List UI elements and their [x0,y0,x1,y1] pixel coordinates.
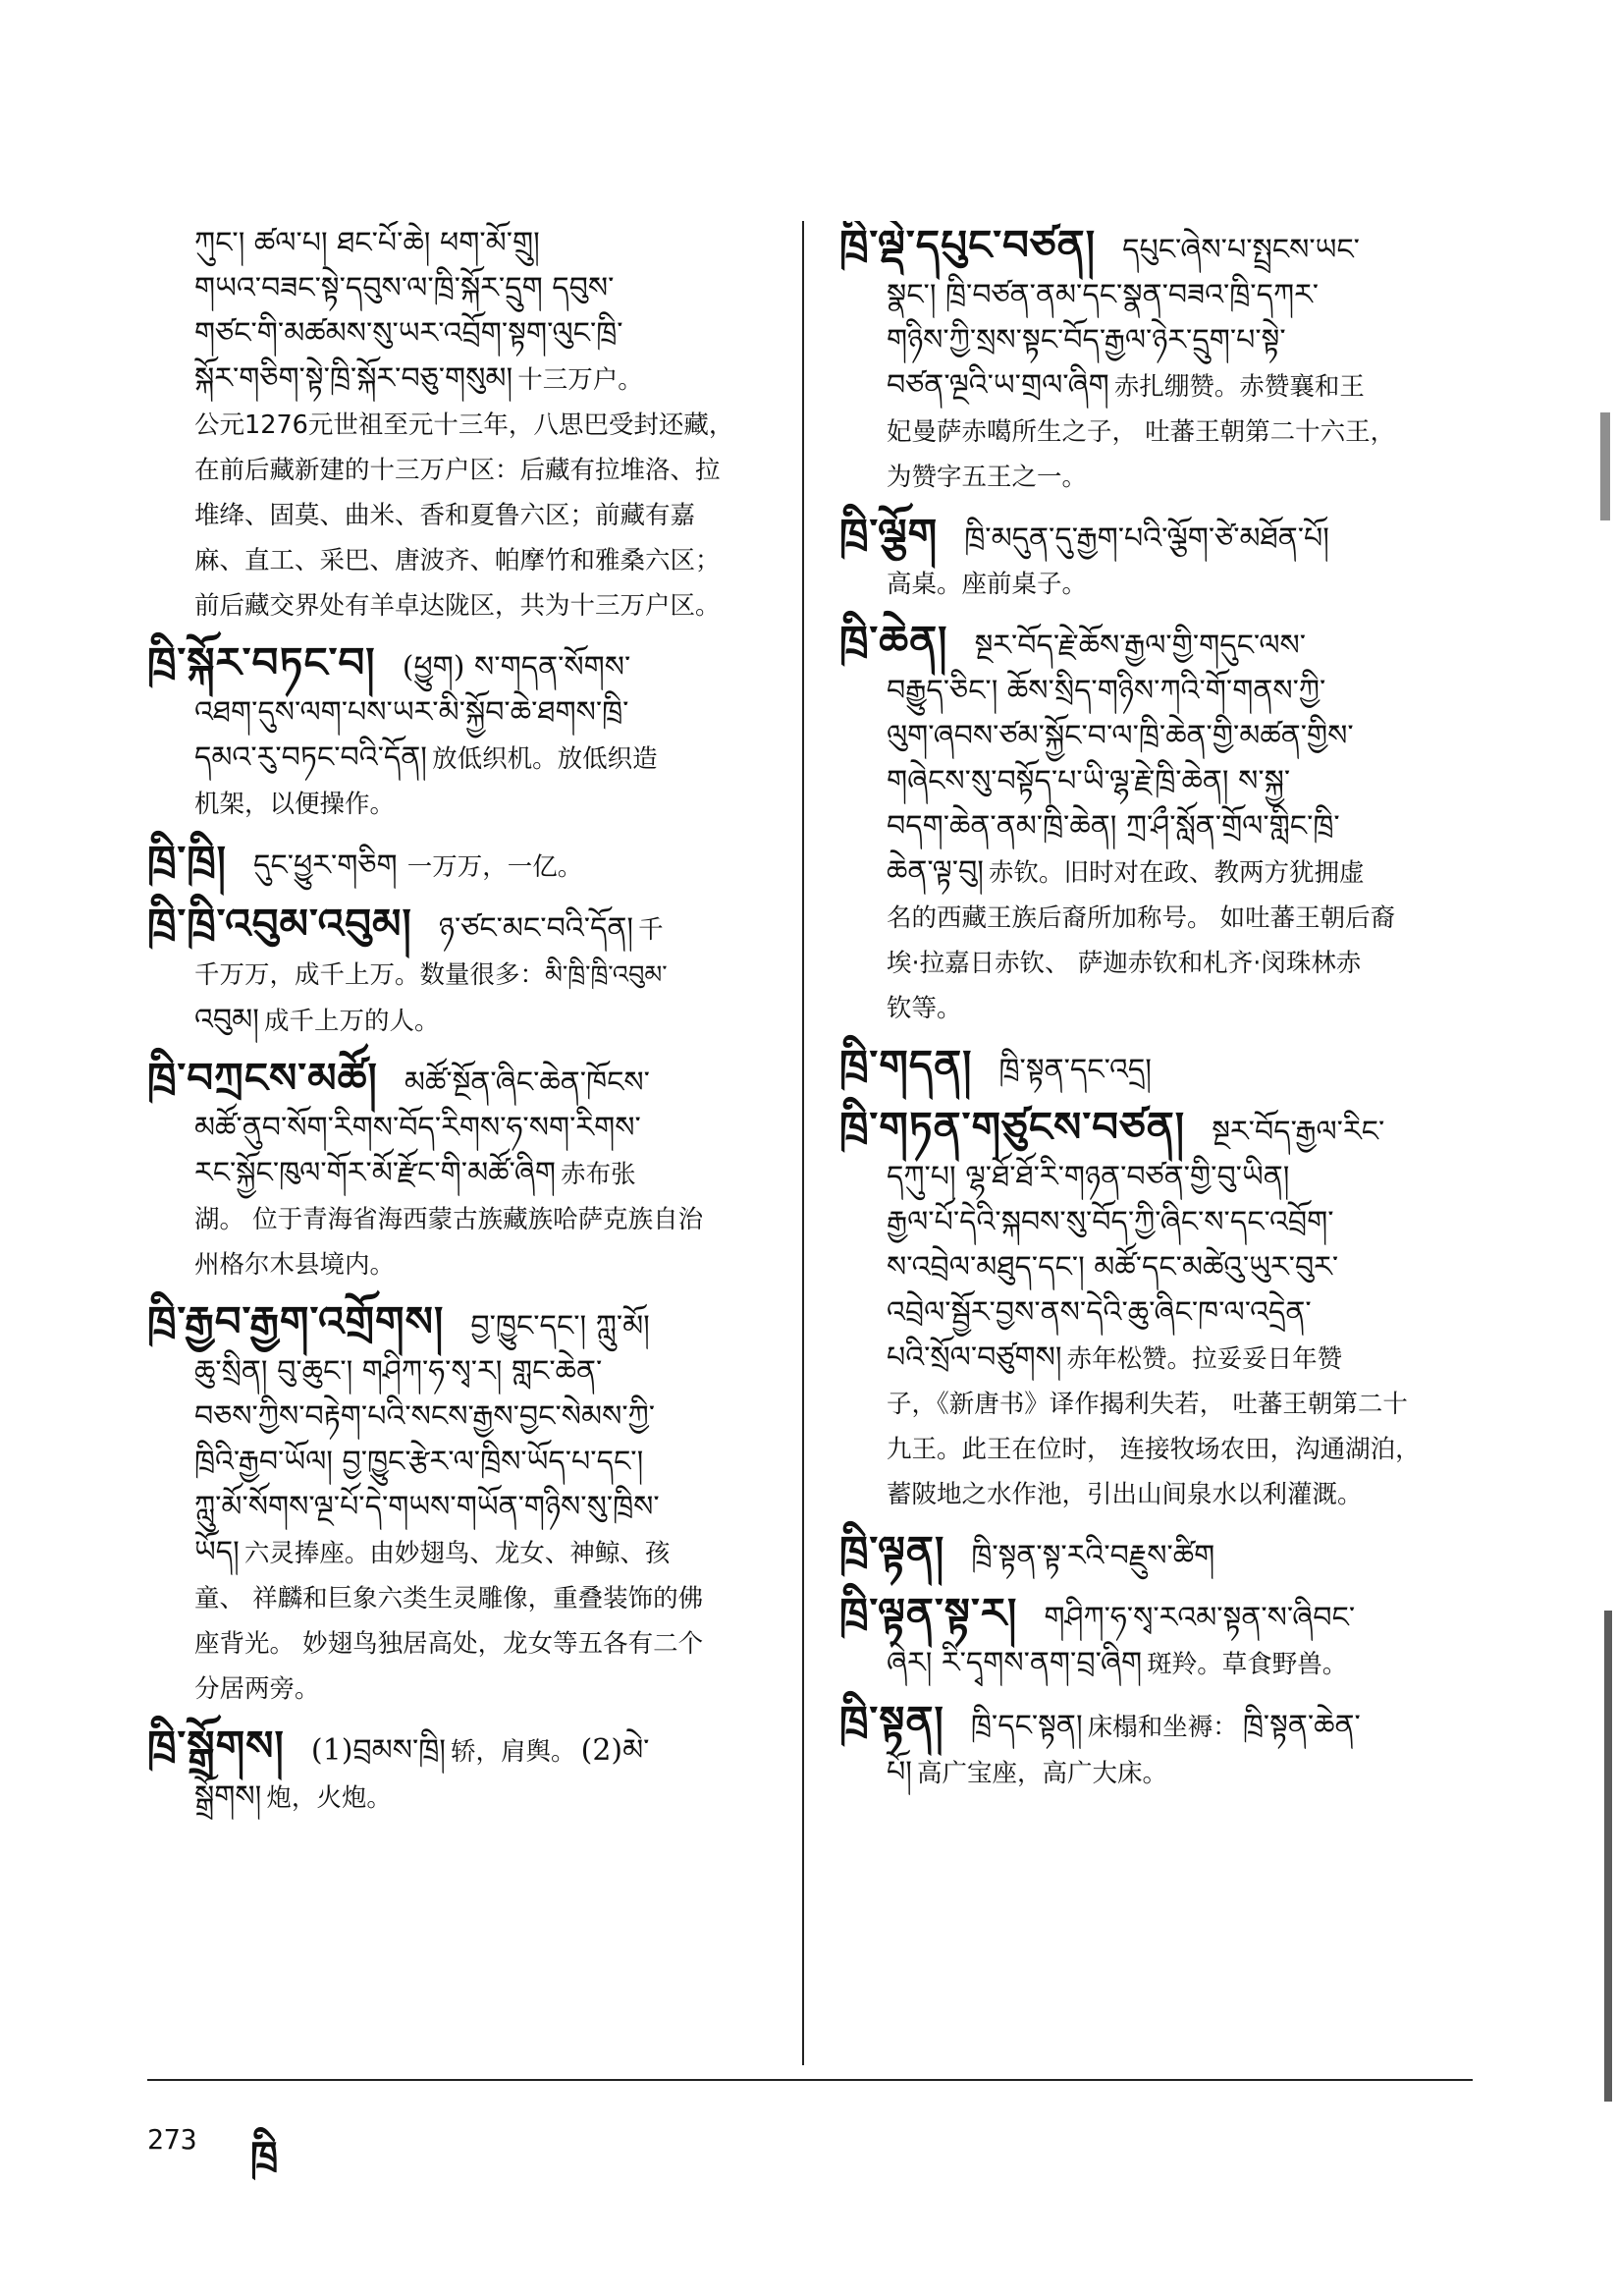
headword: ཁྲི་སྒྲོགས། [147,1722,285,1770]
tib-line: ཁྲི་སྟན་དང་འདྲ། [998,1053,1152,1087]
tib-line: མཚོ་ནུབ་སོག་རིགས་བོད་རིགས་ཧ་སག་རིགས་ [194,1111,641,1145]
tib-line: (1)བྲམས་ཁྲི། [310,1733,446,1768]
tib-line: བྱ་ཁྱུང་དང་། ཀླུ་མོ། [470,1309,650,1343]
cn-line: 前后藏交界处有羊卓达陇区，共为十三万户区。 [194,591,721,621]
tib-line: རང་སྐྱོང་ཁུལ་གོར་མོ་རྫོང་གི་མཚོ་ཞིག [194,1156,557,1190]
cn-line: 千 [638,915,664,945]
tib-line: ལུག་ཞབས་ཙམ་སྐྱོང་བ་ལ་ཁྲི་ཆེན་གྱི་མཚན་གྱིས་ [887,719,1354,753]
tib-line: དམའ་རུ་བཏང་བའི་དོན། [194,740,427,775]
cn-line: 堆绛、固莫、曲米、香和夏鲁六区；前藏有嘉 [194,501,696,530]
headword: ཁྲི་ལྕོག [839,510,939,558]
headword: ཁྲི་གདན། [839,1041,973,1089]
dictionary-entry [839,1697,1478,1796]
column-divider [802,221,804,2065]
cn-line: 赤扎绷赞。赤赞襄和王 [1113,372,1365,402]
tib-line: ཁྲི་སྟན་སྟ་རའི་བརྗུས་ཚིག [971,1539,1215,1573]
cn-line: 为赞字五王之一。 [887,463,1088,492]
tib-line: དཀུ་པ། ལྷ་ཐོ་ཐོ་རི་གཉན་བཙན་གྱི་བུ་ཡིན། [887,1160,1290,1194]
cn-line: 一万万，一亿。 [406,852,583,882]
tib-line: ཡོད། [194,1535,240,1569]
headword: ཁྲི་ཁྲི་འབུམ་འབུམ། [147,900,412,948]
cn-line: 斑羚。草食野兽。 [1147,1650,1348,1679]
headword: ཁྲི་རྒྱབ་རྒྱག་འགྲོགས། [147,1297,445,1345]
tib-line: ཁྲིའི་རྒྱབ་ཡོལ། བྱ་ཁྱུང་རྩེར་ལ་ཁྲིས་ཡོད་པ་དང་། [194,1445,644,1479]
cn-line: 妃曼萨赤噶所生之子， 吐蕃王朝第二十六王， [887,417,1396,447]
tib-line: འབུམ། [194,1003,259,1037]
cn-line: 赤布张 [561,1160,636,1189]
dictionary-entry [839,221,1478,500]
right-column [839,221,1478,2077]
scan-edge-mark [1600,412,1610,520]
tib-line: བདག་ཆེན་ནམ་ཁྲི་ཆེན། ཀྲ་ཤྀ་སློན་གྲོལ་གླིང་ཁྲི་ [887,809,1340,844]
cn-line: 高广宝座，高广大床。 [916,1759,1167,1788]
cn-line: 高桌。座前桌子。 [887,570,1088,599]
tib-line: དུང་ཕྱུར་གཅིག [253,848,398,883]
tib-line: ཀུང་། ཚལ་པ། ཐང་པོ་ཆེ། ཕག་མོ་གྲུ། [194,226,540,260]
cn-line: 公元1276元世祖至元十三年，八思巴受封还藏， [194,410,734,440]
cn-line: 九王。此王在位时， 连接牧场农田，沟通湖泊， [887,1435,1421,1464]
tib-line: གཡའ་བཟང་སྟེ་དབུས་ལ་ཁྲི་སྐོར་དྲུག དབུས་ [194,271,615,305]
tib-line: འཐག་དུས་ལག་པས་ཡར་མི་སྐྱོབ་ཆེ་ཐགས་ཁྲི་ [194,695,629,730]
tib-line: ས་འབྲེལ་མཐུད་དང་། མཚོ་དང་མཚེའུ་ཡུར་བུར་ [887,1250,1339,1285]
headword: ཁྲི་ལྟན། [839,1527,945,1575]
page-number: 273 [147,2123,197,2156]
headword: ཁྲི་བཀྲངས་མཚོ། [147,1054,378,1102]
cn-line: 床榻和坐褥： [1087,1713,1238,1742]
cn-line: 在前后藏新建的十三万户区：后藏有拉堆洛、拉 [194,456,721,485]
cn-line: 埃·拉嘉日赤钦、 萨迦赤钦和札齐·闵珠林赤 [887,949,1362,978]
cn-line: 童、 祥麟和巨象六类生灵雕像，重叠装饰的佛 [194,1584,704,1613]
cn-line: 钦等。 [887,994,962,1023]
tib-line: དཔུང་ཞེས་པ་སྤྲངས་ཡང་ [1122,233,1360,267]
dictionary-entry [839,510,1478,607]
tib-line: སྒྲོགས། [194,1779,262,1814]
dictionary-entry [147,1722,785,1821]
tib-line: མཚོ་སྔོན་ཞིང་ཆེན་ཁོངས་ [404,1066,650,1100]
headword: ཁྲི་ལྡེ་དཔུང་བཙན། [839,221,1097,269]
scan-edge-mark [1604,1611,1612,2102]
dictionary-entry [839,1527,1478,1579]
cn-line: 炮，火炮。 [266,1783,392,1813]
tib-line: གཞེངས་སུ་བསྟོད་པ་ཡི་ལྷ་རྗེ་ཁྲི་ཆེན། ས་སྐྱ་ [887,764,1291,798]
tib-line: ཞེར། རི་དྭགས་ནག་བྲ་ཞིག [887,1646,1143,1680]
dictionary-entry [147,837,785,890]
tib-line: སྣང་། ཁྲི་བཙན་ནམ་དང་སྣན་བཟའ་ཁྲི་དཀར་ [887,278,1320,312]
dictionary-entry [839,1103,1478,1517]
tib-line: (ཕྱུག) ས་གདན་སོགས་ [402,650,631,684]
tib-line: སྐོར་གཅིག་སྟེ་ཁྲི་སྐོར་བཅུ་གསུམ། [194,361,513,396]
headword: ཁྲི་སྟན། [839,1697,944,1745]
headword: ཁྲི་གཏན་གཙུངས་བཙན། [839,1103,1186,1151]
cn-line: 放低织机。放低织造 [432,744,658,774]
dictionary-entry [839,1589,1478,1687]
tib-line: ཁྲི་སྟན་ཆེན་ [1242,1709,1361,1743]
tib-line: ཀླུ་མོ་སོགས་ལྔ་པོ་དེ་གཡས་གཡོན་གཉིས་སུ་ཁྲིས་ [194,1490,660,1524]
cn-line: 六灵捧座。由妙翅鸟、龙女、神鲸、孩 [243,1539,671,1568]
dictionary-entry [147,1054,785,1287]
headword: ཁྲི་ལྟན་སྟ་ར། [839,1589,1018,1637]
tib-line: པོ། [887,1755,912,1789]
cn-line: 名的西藏王族后裔所加称号。 如吐蕃王朝后裔 [887,903,1396,933]
dictionary-entry [839,1041,1478,1093]
tib-line: བཙན་ལྔའི་ཡ་གྲལ་ཞིག [887,368,1109,403]
tib-line: སྔར་བོད་རྗེ་ཆོས་རྒྱལ་གྱི་གདུང་ལས་ [974,629,1307,663]
cn-line: 千万万，成千上万。数量很多：མི་ཁྲི་ཁྲི་འབུམ་ [194,960,668,990]
cn-line: 子，《新唐书》译作揭利失若， 吐蕃王朝第二十 [887,1390,1408,1419]
tib-line: ཁྲི་དང་སྟན། [970,1709,1083,1743]
cn-line: 十三万户。 [517,365,643,395]
dictionary-entry [839,617,1478,1031]
tib-line: གཙང་གི་མཚམས་སུ་ཡར་འབྲོག་སྟག་ལུང་ཁྲི་ [194,316,623,351]
headword: ཁྲི་སྐོར་བཏང་བ། [147,638,376,686]
tib-line: ཆེན་ལྟ་བུ། [887,854,984,889]
cn-line: 分居两旁。 [194,1674,320,1704]
cn-line: 轿，肩舆。 [451,1737,576,1767]
tib-line: འབྲེལ་སྦྱོར་བྱས་ནས་དེའི་ཆུ་ཞིང་ཁ་ལ་འདྲེན་ [887,1295,1312,1330]
cn-line: 麻、直工、采巴、唐波齐、帕摩竹和雅桑六区； [194,546,721,575]
continuation-entry [147,221,785,629]
cn-line: 赤年松赞。拉妥妥日年赞 [1066,1344,1343,1374]
cn-line: 成千上万的人。 [263,1007,440,1036]
dictionary-entry [147,638,785,827]
headword: ཁྲི་ཁྲི། [147,837,227,885]
tib-line: ཁྲི་མདུན་དུ་རྒྱག་པའི་ལྕོག་ཙེ་མཐོན་པོ། [964,521,1329,556]
tib-line: རྒྱལ་པོ་དེའི་སྐབས་སུ་བོད་ཀྱི་ཞིང་ས་དང་འབྲོག་ [887,1205,1334,1239]
tib-line: སྔར་བོད་རྒྱལ་རིང་ [1212,1115,1385,1149]
headword: ཁྲི་ཆེན། [839,617,948,665]
tib-line: བཅས་ཀྱིས་བརྟེག་པའི་སངས་རྒྱས་བྱང་སེམས་ཀྱི་ [194,1399,656,1434]
left-column [147,221,785,2077]
tib-line: ཆུ་སྲིན། བུ་ཆུང་། གཤིཀ་ཧ་སྭ་ར། གླང་ཆེན་ [194,1354,603,1389]
tib-line: ཉ་ཙང་མང་བའི་དོན། [438,911,634,946]
dictionary-entry [147,1297,785,1712]
cn-line: 赤钦。旧时对在政、教两方犹拥虚 [989,858,1365,888]
dictionary-entry [147,900,785,1044]
cn-line: 州格尔木县境内。 [194,1250,396,1280]
cn-line: 机架，以便操作。 [194,790,396,819]
tib-line: གཤིཀ་ཧ་སྭ་རའམ་སྟན་ས་ཞིབང་ [1044,1601,1356,1635]
tib-line: པའི་སྲོལ་བཙུགས། [887,1340,1062,1375]
cn-line: 座背光。 妙翅鸟独居高处，龙女等五各有二个 [194,1629,704,1659]
tib-line: གཉིས་ཀྱི་སྲས་སྟང་བོད་རྒྱལ་ཉེར་དྲུག་པ་སྟེ་ [887,323,1286,357]
footer-rule [147,2079,1473,2081]
tib-line: (2)མེ་ [580,1733,650,1768]
tib-line: བརྒྱུད་ཅིང་། ཆོས་སྲིད་གཉིས་ཀའི་གོ་གནས་ཀྱི་ [887,674,1326,708]
cn-line: 蓄陂地之水作池，引出山间泉水以利灌溉。 [887,1480,1363,1509]
running-head: ཁྲི [250,2133,278,2179]
cn-line: 湖。 位于青海省海西蒙古族藏族哈萨克族自治 [194,1205,704,1234]
